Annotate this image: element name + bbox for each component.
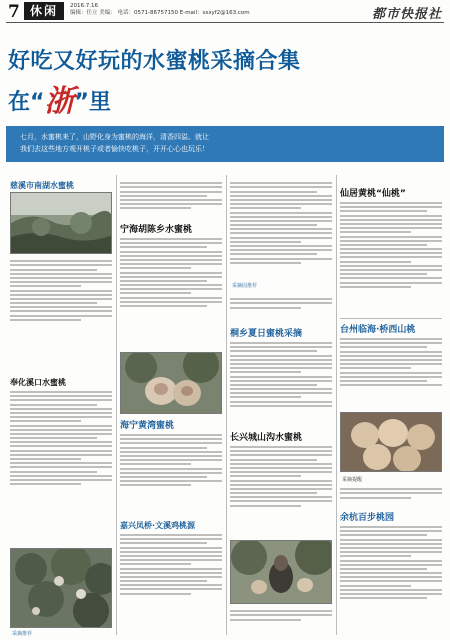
column-1-section-2: [10, 377, 112, 487]
column-2-section-1: [120, 222, 222, 309]
picking-photo: [230, 540, 332, 604]
peach-basket-photo: [340, 412, 442, 472]
column-2-section-2: [120, 418, 222, 488]
email: E-mail：sxsyf2@163.com: [179, 10, 250, 16]
column-4-notes: [340, 486, 442, 501]
editor: 编辑：任立 美编：: [70, 10, 116, 16]
section-title: 嘉兴凤桥·文溪鸡桃源: [120, 521, 196, 530]
header-rule: [6, 22, 444, 23]
column-4-section-1: [340, 186, 442, 290]
headline-quote-close: ”: [74, 90, 89, 115]
column-3-section-3: [230, 430, 332, 509]
intro-line-1: 七月，水蜜桃来了，山野化身为蜜桃的海洋，清香四溢。就让: [20, 133, 209, 141]
intro-banner: [6, 126, 444, 162]
section-title: 台州临海·桥西山桃: [340, 325, 416, 335]
column-3: [230, 180, 332, 266]
headline-quote-open: “: [30, 90, 45, 115]
photo-caption: 采摘推荐: [12, 631, 33, 637]
section-tag: 休闲: [24, 2, 64, 20]
photo-caption: 采摘提醒: [342, 477, 363, 483]
headline-line-2: [8, 76, 111, 120]
headline-suffix: 里: [88, 90, 111, 115]
column-divider: [226, 175, 227, 635]
section-title: 余杭百步桃园: [340, 513, 395, 523]
headline-line-1: 好吃又好玩的水蜜桃采摘合集: [8, 49, 301, 74]
column-divider: [336, 175, 337, 635]
column-3-footer: [230, 608, 332, 623]
section-title: 海宁黄湾蜜桃: [120, 421, 175, 431]
orchard-photo: [10, 192, 112, 254]
headline-prefix: 在: [8, 90, 31, 115]
article-body: [10, 258, 112, 323]
peach-fruit-photo: [120, 352, 222, 414]
column-3-section-1: [230, 296, 332, 311]
column-divider: [116, 175, 117, 635]
column-4-section-2: [340, 322, 442, 388]
section-title: 宁海胡陈乡水蜜桃: [120, 225, 193, 235]
masthead-meta: [70, 3, 250, 17]
masthead: [0, 0, 450, 22]
intro-line-2: 我们去这些地方观开桃子或者愉快吃桃子，开开心心也玩乐！: [20, 145, 209, 153]
section-caption: 采摘园推荐: [232, 283, 258, 289]
column-2: [120, 180, 222, 212]
page-number: 7: [8, 2, 20, 22]
column-3-section-2: [230, 326, 332, 409]
section-title: 慈溪市南湖水蜜桃: [10, 181, 74, 190]
column-2-section-3: [120, 520, 222, 597]
section-title: 桐乡夏日蜜桃采摘: [230, 329, 303, 339]
phone: 电话：0571-86757150: [117, 10, 178, 16]
paper-name: 都市快报社: [371, 7, 442, 22]
peach-tree-photo: [10, 548, 112, 628]
section-title: 奉化溪口水蜜桃: [10, 378, 66, 387]
section-title: 仙居黄桃“仙桃”: [340, 189, 406, 199]
column-4-section-3: [340, 510, 442, 601]
date: 2016.7.16: [70, 3, 98, 9]
headline-highlight: 浙: [44, 84, 75, 119]
section-rule: [340, 318, 442, 319]
section-title: 长兴城山沟水蜜桃: [230, 433, 303, 443]
